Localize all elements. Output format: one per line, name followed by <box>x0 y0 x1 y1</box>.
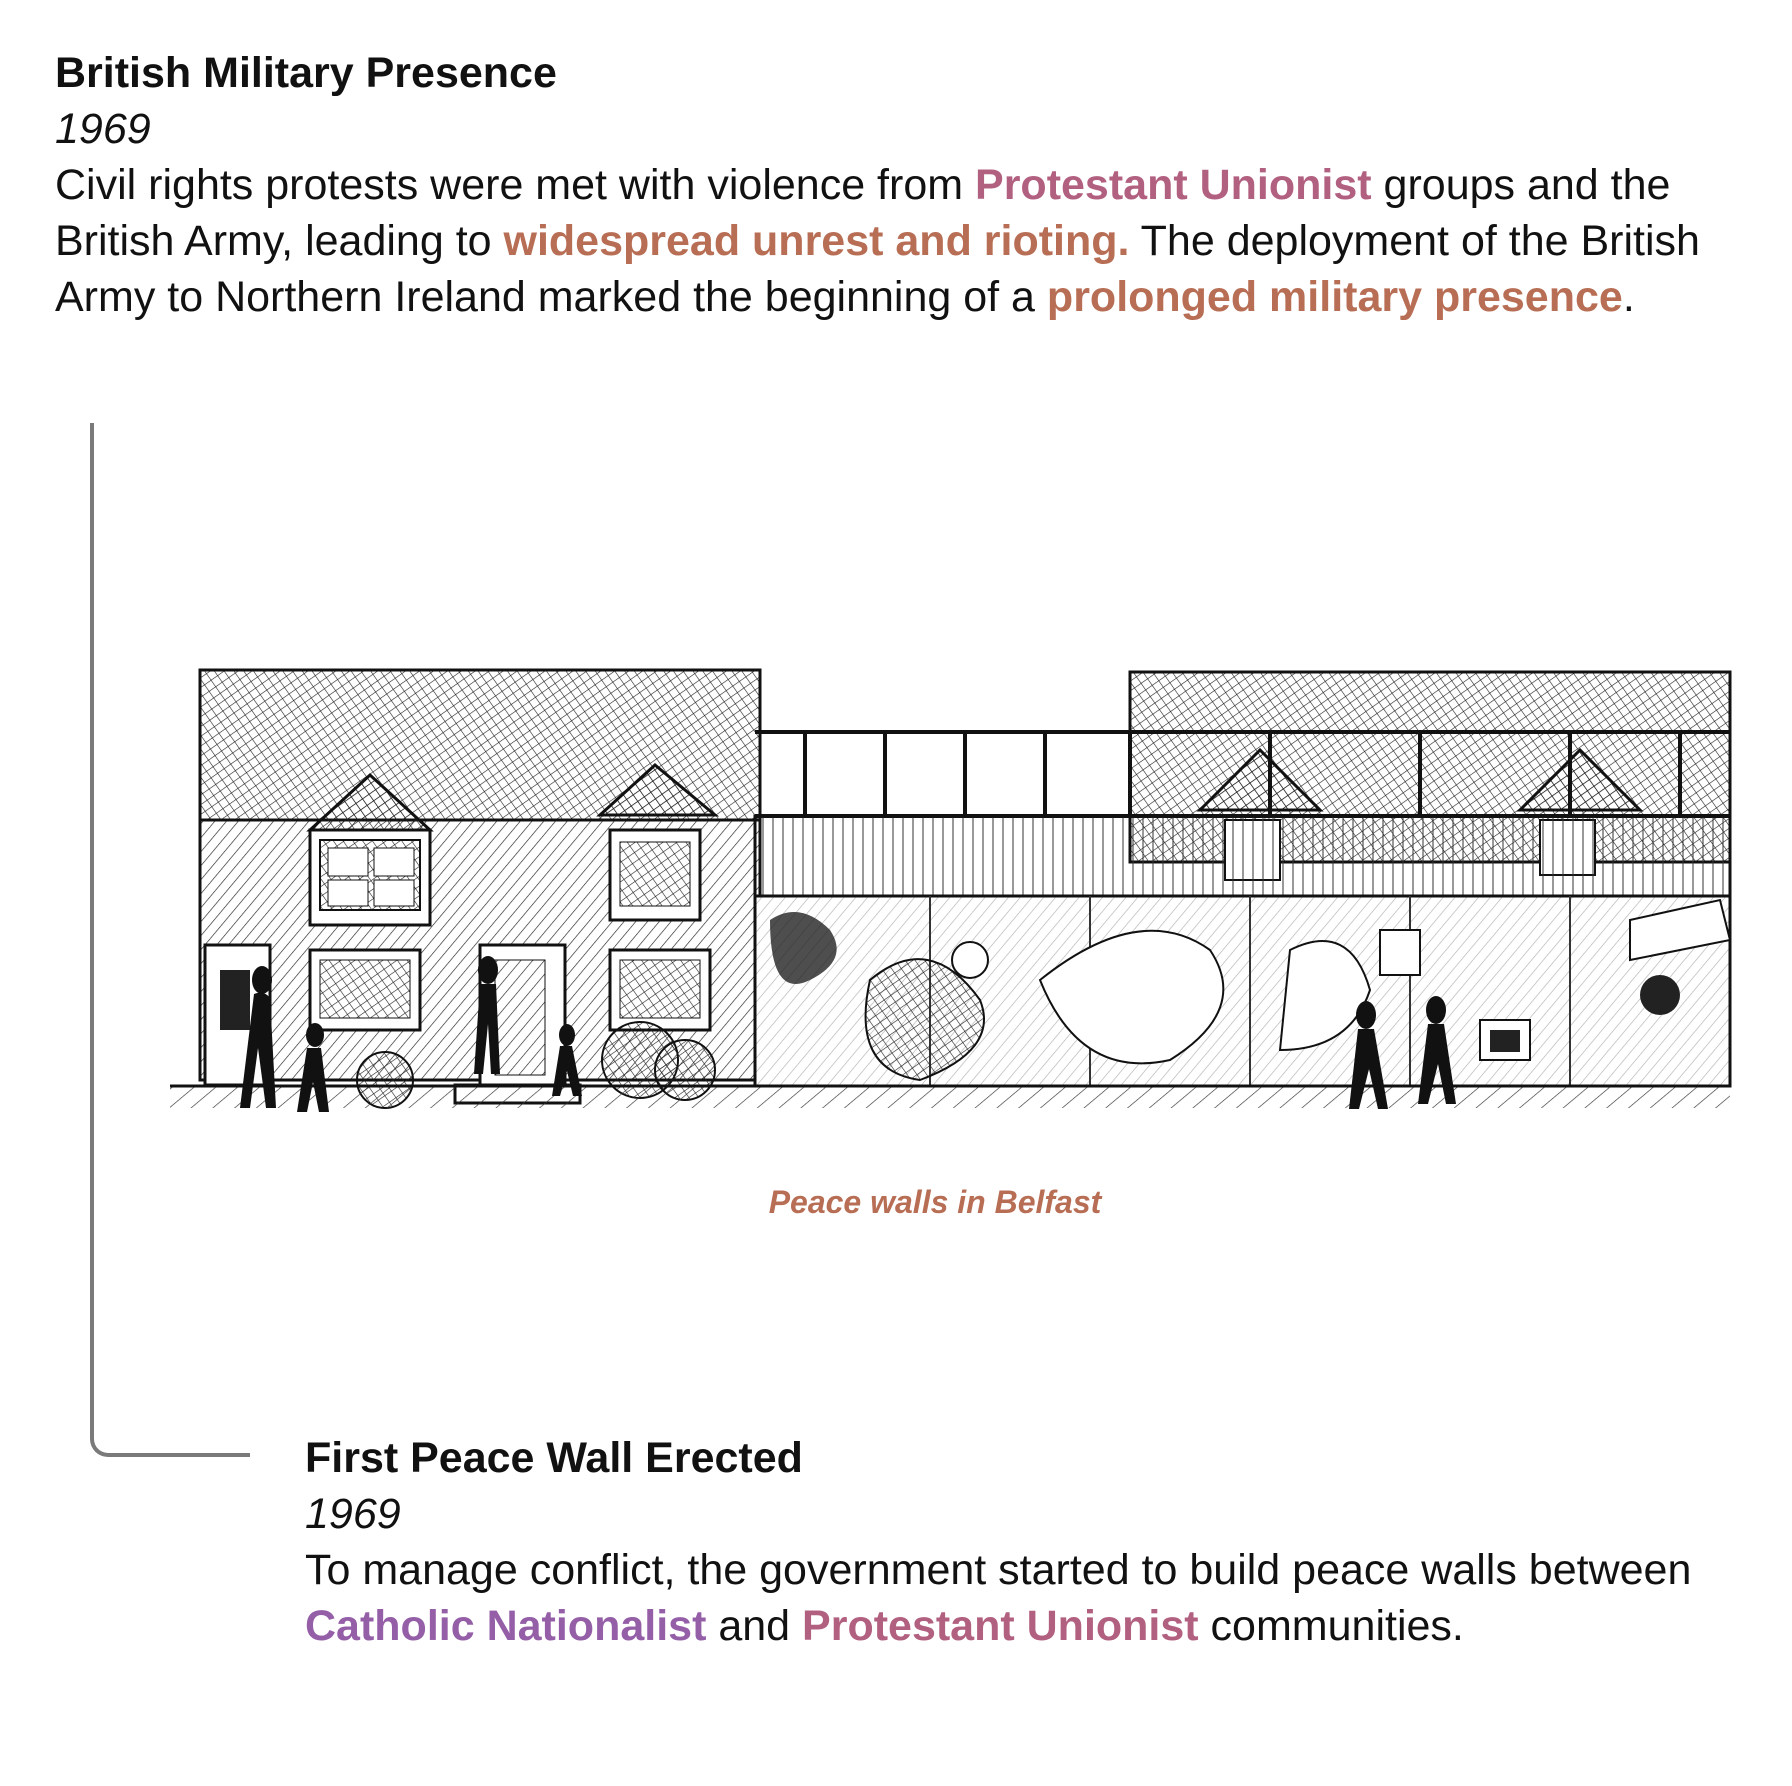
entry-description <box>55 157 1775 325</box>
body-text: and <box>706 1602 803 1650</box>
body-text: communities. <box>1198 1602 1464 1650</box>
body-text: . <box>1622 273 1635 321</box>
entry-description <box>305 1542 1765 1654</box>
entry-title: British Military Presence <box>55 49 557 97</box>
entry-year: 1969 <box>55 105 151 153</box>
ground <box>170 1086 1730 1108</box>
entry-year: 1969 <box>305 1490 401 1538</box>
highlight-protestant-unionist: Protestant Unionist <box>975 161 1372 209</box>
timeline-entry-british-military-presence <box>55 45 1775 325</box>
peace-wall <box>755 816 1730 1086</box>
illustration-caption: Peace walls in Belfast <box>768 1184 1102 1220</box>
body-text: groups and the British Army, leading to <box>55 161 1671 265</box>
body-text: The deployment of the British Army to Northern Ireland marked the beginning of a <box>55 217 1700 321</box>
highlight-unrest: widespread unrest and rioting. <box>503 217 1130 265</box>
entry-title: First Peace Wall Erected <box>305 1434 803 1482</box>
body-text: To manage conflict, the government started to build peace walls between <box>305 1546 1692 1594</box>
peace-wall-illustration <box>170 650 1745 1150</box>
highlight-protestant-unionist: Protestant Unionist <box>802 1602 1199 1650</box>
timeline-entry-first-peace-wall <box>305 1430 1765 1654</box>
highlight-catholic-nationalist: Catholic Nationalist <box>305 1602 707 1650</box>
highlight-military-presence: prolonged military presence <box>1046 273 1623 321</box>
body-text: Civil rights protests were met with violence from <box>55 161 976 209</box>
